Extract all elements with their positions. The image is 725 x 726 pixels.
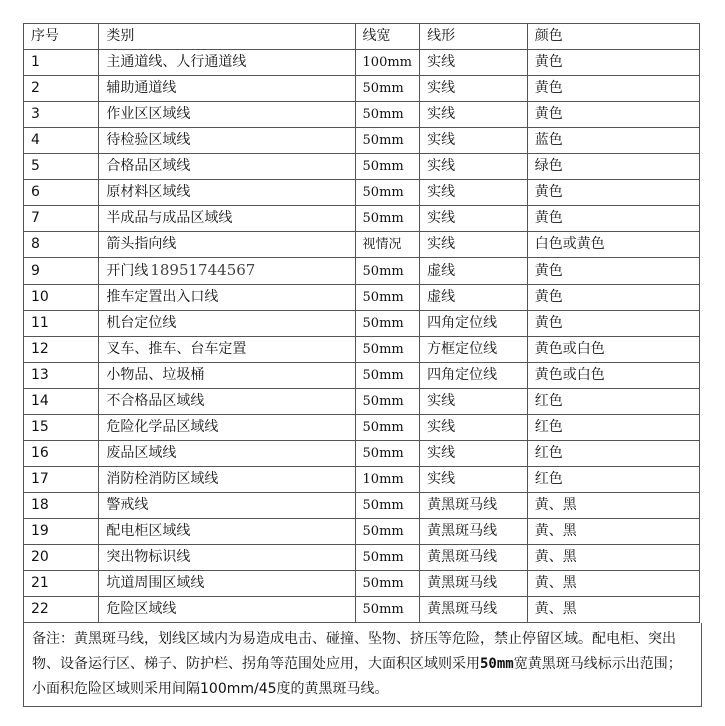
cell-style xyxy=(420,154,528,180)
table-row xyxy=(24,311,700,337)
cell-category-text: 辅助通道线 xyxy=(106,80,177,96)
cell-width xyxy=(355,415,420,441)
cell-width xyxy=(355,128,420,154)
cell-color xyxy=(527,337,699,363)
cell-width xyxy=(355,519,420,545)
cell-width-text: 50mm xyxy=(362,576,404,591)
cell-width xyxy=(355,154,420,180)
table-row xyxy=(24,571,700,597)
cell-style-text: 虚线 xyxy=(427,262,456,279)
cell-color xyxy=(527,441,699,467)
table-row xyxy=(24,76,700,102)
cell-no-text: 14 xyxy=(31,393,49,409)
cell-color xyxy=(527,50,699,76)
cell-no xyxy=(24,441,99,467)
cell-color-text: 黄色 xyxy=(534,289,563,305)
cell-width xyxy=(355,50,420,76)
cell-no xyxy=(24,597,99,623)
cell-style xyxy=(420,545,528,571)
cell-no xyxy=(24,180,99,206)
table-row xyxy=(24,206,700,232)
table-row xyxy=(24,154,700,180)
cell-color-text: 黄色 xyxy=(534,262,563,279)
cell-style xyxy=(420,389,528,415)
cell-category xyxy=(99,571,355,597)
cell-style xyxy=(420,50,528,76)
cell-color-text: 黄、黑 xyxy=(534,549,577,565)
cell-style xyxy=(420,571,528,597)
cell-color-text: 红色 xyxy=(534,419,563,435)
cell-color-text: 黄色 xyxy=(534,106,563,122)
cell-category-text: 警戒线 xyxy=(106,497,149,513)
cell-width-text: 50mm xyxy=(362,602,404,617)
table-row xyxy=(24,258,700,285)
cell-color-text: 黄色 xyxy=(534,184,563,200)
cell-style-text: 虚线 xyxy=(427,289,456,305)
table-row xyxy=(24,519,700,545)
table-row xyxy=(24,363,700,389)
cell-width-text: 50mm xyxy=(362,342,404,357)
cell-style xyxy=(420,128,528,154)
cell-width-text: 50mm xyxy=(362,159,404,174)
cell-category-text: 合格品区域线 xyxy=(106,158,191,174)
cell-width-text: 50mm xyxy=(362,394,404,409)
cell-style-text: 黄黑斑马线 xyxy=(427,549,498,565)
cell-style-text: 实线 xyxy=(427,445,456,461)
cell-no xyxy=(24,519,99,545)
cell-color xyxy=(527,467,699,493)
cell-width xyxy=(355,467,420,493)
cell-no-text: 13 xyxy=(31,367,49,383)
cell-style-text: 实线 xyxy=(427,106,456,122)
phone-number: 18951744567 xyxy=(150,261,256,279)
table-row xyxy=(24,180,700,206)
cell-category xyxy=(99,285,355,311)
header-width: 线宽 xyxy=(355,24,420,50)
cell-color-text: 黄色 xyxy=(534,315,563,331)
table-row xyxy=(24,102,700,128)
cell-width xyxy=(355,363,420,389)
cell-category xyxy=(99,519,355,545)
table-row xyxy=(24,441,700,467)
cell-width-text: 50mm xyxy=(362,211,404,226)
cell-width-text: 视情况 xyxy=(362,237,402,252)
cell-style-text: 实线 xyxy=(427,471,456,487)
cell-category xyxy=(99,180,355,206)
cell-color-text: 红色 xyxy=(534,445,563,461)
table-header-row xyxy=(24,24,700,50)
cell-no-text: 8 xyxy=(31,236,40,252)
cell-category xyxy=(99,545,355,571)
cell-color xyxy=(527,232,699,258)
cell-no xyxy=(24,258,99,285)
cell-style-text: 实线 xyxy=(427,210,456,226)
cell-style-text: 黄黑斑马线 xyxy=(427,523,498,539)
cell-style xyxy=(420,415,528,441)
cell-category xyxy=(99,597,355,623)
cell-width xyxy=(355,76,420,102)
cell-color-text: 黄色 xyxy=(534,80,563,96)
cell-color xyxy=(527,389,699,415)
cell-category-text: 消防栓消防区域线 xyxy=(106,471,219,487)
cell-no xyxy=(24,50,99,76)
cell-style xyxy=(420,337,528,363)
table-row xyxy=(24,128,700,154)
cell-style-text: 实线 xyxy=(427,80,456,96)
cell-category xyxy=(99,128,355,154)
cell-no xyxy=(24,311,99,337)
cell-width xyxy=(355,102,420,128)
table-row xyxy=(24,389,700,415)
cell-category-text: 箭头指向线 xyxy=(106,236,177,252)
cell-category xyxy=(99,389,355,415)
cell-color-text: 白色或黄色 xyxy=(534,236,605,252)
cell-style xyxy=(420,76,528,102)
cell-category-text: 叉车、推车、台车定置 xyxy=(106,341,247,357)
cell-width-text: 50mm xyxy=(362,550,404,565)
cell-category-text: 坑道周围区域线 xyxy=(106,575,205,591)
cell-no-text: 17 xyxy=(31,471,49,487)
cell-width-text: 50mm xyxy=(362,420,404,435)
cell-category-text: 机台定位线 xyxy=(106,315,177,331)
cell-style xyxy=(420,258,528,285)
table-row xyxy=(24,545,700,571)
cell-no-text: 15 xyxy=(31,419,49,435)
cell-no-text: 2 xyxy=(31,80,40,96)
cell-style-text: 实线 xyxy=(427,236,456,252)
cell-no xyxy=(24,337,99,363)
cell-width xyxy=(355,571,420,597)
cell-color xyxy=(527,206,699,232)
cell-color-text: 黄、黑 xyxy=(534,601,577,617)
cell-color-text: 红色 xyxy=(534,393,563,409)
cell-style-text: 实线 xyxy=(427,184,456,200)
cell-no-text: 16 xyxy=(31,445,49,461)
cell-width-text: 50mm xyxy=(362,290,404,305)
cell-no-text: 21 xyxy=(31,575,49,591)
cell-no-text: 11 xyxy=(31,315,49,331)
table-row xyxy=(24,50,700,76)
cell-color xyxy=(527,493,699,519)
cell-category-text: 危险化学品区域线 xyxy=(106,419,219,435)
header-no: 序号 xyxy=(24,24,99,50)
cell-width xyxy=(355,232,420,258)
cell-color xyxy=(527,258,699,285)
cell-width xyxy=(355,545,420,571)
cell-category-text: 推车定置出入口线 xyxy=(106,289,219,305)
cell-no xyxy=(24,76,99,102)
cell-style xyxy=(420,102,528,128)
cell-category-text: 半成品与成品区域线 xyxy=(106,210,233,226)
cell-no-text: 18 xyxy=(31,497,49,513)
cell-no-text: 22 xyxy=(31,601,49,617)
cell-width-text: 50mm xyxy=(362,368,404,383)
cell-width xyxy=(355,311,420,337)
cell-category-text: 开门线 xyxy=(106,263,149,279)
cell-category-text: 小物品、垃圾桶 xyxy=(106,367,205,383)
cell-color xyxy=(527,76,699,102)
cell-no xyxy=(24,415,99,441)
cell-style xyxy=(420,597,528,623)
cell-width xyxy=(355,493,420,519)
cell-style xyxy=(420,180,528,206)
cell-no-text: 10 xyxy=(31,289,49,305)
cell-style-text: 实线 xyxy=(427,132,456,148)
cell-color xyxy=(527,571,699,597)
cell-style-text: 实线 xyxy=(427,158,456,174)
cell-no xyxy=(24,285,99,311)
cell-no-text: 7 xyxy=(31,210,40,226)
cell-category xyxy=(99,363,355,389)
cell-no xyxy=(24,232,99,258)
cell-width-text: 50mm xyxy=(362,524,404,539)
cell-no-text: 19 xyxy=(31,523,49,539)
line-spec-table xyxy=(23,23,700,623)
cell-no-text: 1 xyxy=(31,54,40,70)
cell-no xyxy=(24,102,99,128)
cell-style xyxy=(420,206,528,232)
header-color: 颜色 xyxy=(527,24,699,50)
cell-category xyxy=(99,467,355,493)
cell-category-text: 原材料区域线 xyxy=(106,184,191,200)
cell-category xyxy=(99,50,355,76)
remark-text-2: 宽黄黑斑马线标示出范围；小面积危险区域则采用间隔100mm/45度的黄黑斑马线。 xyxy=(32,656,682,697)
cell-category xyxy=(99,415,355,441)
cell-width-text: 50mm xyxy=(362,316,404,331)
cell-style-text: 四角定位线 xyxy=(427,315,498,331)
cell-no-text: 12 xyxy=(31,341,49,357)
cell-category-text: 不合格品区域线 xyxy=(106,393,205,409)
cell-color xyxy=(527,180,699,206)
cell-no-text: 9 xyxy=(31,262,40,279)
cell-color xyxy=(527,128,699,154)
cell-color xyxy=(527,311,699,337)
cell-style xyxy=(420,311,528,337)
table-row xyxy=(24,493,700,519)
cell-category-text: 作业区区域线 xyxy=(106,106,191,122)
remark-bold-width: 50mm xyxy=(480,656,514,672)
cell-width-text: 10mm xyxy=(362,472,404,487)
table-row xyxy=(24,337,700,363)
cell-color-text: 黄色 xyxy=(534,210,563,226)
cell-width xyxy=(355,285,420,311)
cell-style xyxy=(420,363,528,389)
cell-color xyxy=(527,363,699,389)
table-row xyxy=(24,285,700,311)
cell-width-text: 100mm xyxy=(362,55,412,70)
cell-style xyxy=(420,467,528,493)
cell-category xyxy=(99,76,355,102)
cell-no xyxy=(24,493,99,519)
cell-width xyxy=(355,597,420,623)
cell-color-text: 黄、黑 xyxy=(534,497,577,513)
cell-style xyxy=(420,519,528,545)
cell-color xyxy=(527,154,699,180)
cell-category xyxy=(99,258,355,285)
cell-no xyxy=(24,128,99,154)
line-spec-sheet xyxy=(23,23,700,707)
cell-color xyxy=(527,102,699,128)
cell-style-text: 黄黑斑马线 xyxy=(427,497,498,513)
cell-no-text: 5 xyxy=(31,158,40,174)
cell-color-text: 黄、黑 xyxy=(534,575,577,591)
cell-color-text: 黄色或白色 xyxy=(534,341,605,357)
cell-no xyxy=(24,389,99,415)
cell-width-text: 50mm xyxy=(362,498,404,513)
cell-style-text: 方框定位线 xyxy=(427,341,498,357)
cell-style-text: 实线 xyxy=(427,419,456,435)
header-style: 线形 xyxy=(420,24,528,50)
cell-category-text: 突出物标识线 xyxy=(106,549,191,565)
cell-width xyxy=(355,258,420,285)
cell-width xyxy=(355,180,420,206)
cell-category-text: 配电柜区域线 xyxy=(106,523,191,539)
cell-category-text: 主通道线、人行通道线 xyxy=(106,54,247,70)
table-row xyxy=(24,467,700,493)
cell-category xyxy=(99,337,355,363)
cell-color-text: 蓝色 xyxy=(534,132,563,148)
cell-width xyxy=(355,389,420,415)
cell-no xyxy=(24,363,99,389)
cell-width xyxy=(355,206,420,232)
cell-no-text: 4 xyxy=(31,132,40,148)
cell-category xyxy=(99,232,355,258)
cell-width-text: 50mm xyxy=(362,133,404,148)
cell-style xyxy=(420,441,528,467)
cell-width xyxy=(355,337,420,363)
cell-color xyxy=(527,519,699,545)
cell-color xyxy=(527,597,699,623)
cell-no-text: 20 xyxy=(31,549,49,565)
cell-color-text: 绿色 xyxy=(534,158,563,174)
cell-category xyxy=(99,311,355,337)
cell-style-text: 黄黑斑马线 xyxy=(427,601,498,617)
cell-category xyxy=(99,206,355,232)
cell-no xyxy=(24,571,99,597)
cell-category xyxy=(99,493,355,519)
table-row xyxy=(24,232,700,258)
cell-category xyxy=(99,441,355,467)
cell-color-text: 黄色 xyxy=(534,54,563,70)
cell-width-text: 50mm xyxy=(362,446,404,461)
cell-category-text: 待检验区域线 xyxy=(106,132,191,148)
cell-no-text: 3 xyxy=(31,106,40,122)
cell-color xyxy=(527,285,699,311)
cell-width-text: 50mm xyxy=(362,263,404,279)
cell-style xyxy=(420,285,528,311)
cell-color xyxy=(527,545,699,571)
cell-color-text: 红色 xyxy=(534,471,563,487)
cell-style-text: 黄黑斑马线 xyxy=(427,575,498,591)
cell-width-text: 50mm xyxy=(362,81,404,96)
cell-style-text: 实线 xyxy=(427,393,456,409)
cell-width-text: 50mm xyxy=(362,107,404,122)
cell-category-text: 危险区域线 xyxy=(106,601,177,617)
cell-style-text: 实线 xyxy=(427,54,456,70)
cell-color xyxy=(527,415,699,441)
cell-no xyxy=(24,545,99,571)
cell-width xyxy=(355,441,420,467)
cell-no xyxy=(24,154,99,180)
table-row xyxy=(24,597,700,623)
cell-no xyxy=(24,467,99,493)
table-row xyxy=(24,415,700,441)
remark-text-1: 备注：黄黑斑马线，划线区域内为易造成电击、碰撞、坠物、挤压等危险，禁止停留区域。配电柜、突出物、设备运行区、梯子、防护栏、拐角等范围处应用，大面积区域则采用 xyxy=(32,631,676,672)
cell-no-text: 6 xyxy=(31,184,40,200)
cell-style xyxy=(420,232,528,258)
cell-style-text: 四角定位线 xyxy=(427,367,498,383)
table-body xyxy=(24,50,700,623)
cell-color-text: 黄色或白色 xyxy=(534,367,605,383)
cell-category-text: 废品区域线 xyxy=(106,445,177,461)
remark-note xyxy=(23,623,702,707)
cell-width-text: 50mm xyxy=(362,185,404,200)
cell-category xyxy=(99,154,355,180)
cell-no xyxy=(24,206,99,232)
cell-color-text: 黄、黑 xyxy=(534,523,577,539)
cell-style xyxy=(420,493,528,519)
cell-category xyxy=(99,102,355,128)
header-category: 类别 xyxy=(99,24,355,50)
